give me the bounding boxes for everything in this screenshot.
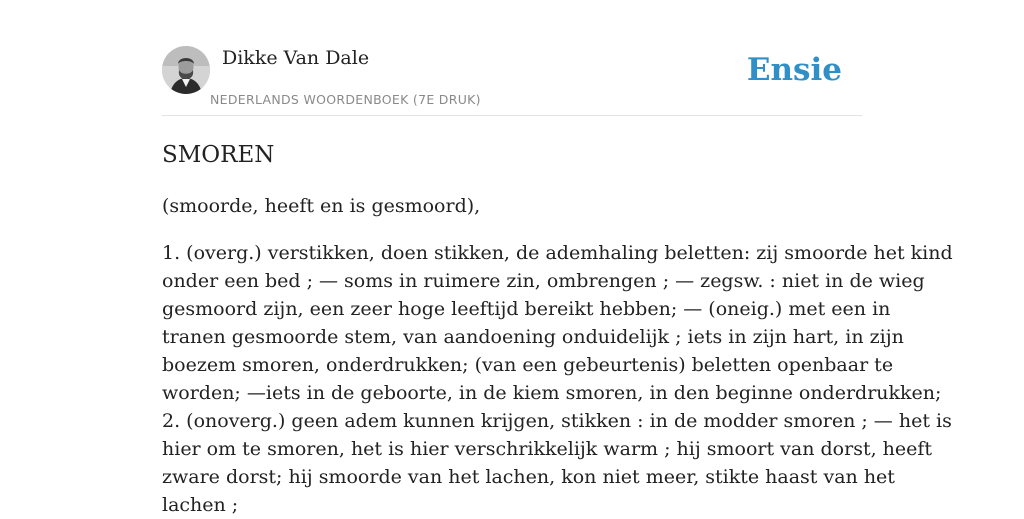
definition-line: lachen ; (162, 494, 239, 516)
definition-line: 2. (onoverg.) geen adem kunnen krijgen, stikken : in de modder smoren ; — het is (162, 410, 952, 432)
definition-line: zware dorst; hij smoorde van het lachen, kon niet meer, stikte haast van het (162, 466, 895, 488)
ensie-logo[interactable]: Ensie (746, 52, 842, 88)
author-name-link[interactable]: Dikke Van Dale (222, 47, 370, 69)
page-content (162, 0, 953, 516)
entry-headword: SMOREN (162, 142, 275, 168)
definition-line: worden; —iets in de geboorte, in de kiem smoren, in den beginne onderdrukken; (162, 382, 942, 404)
source-label: NEDERLANDS WOORDENBOEK (7E DRUK) (210, 92, 481, 107)
definition-line: 1. (overg.) verstikken, doen stikken, de ademhaling beletten: zij smoorde het kind (162, 242, 953, 264)
definition-line: boezem smoren, onderdrukken; (van een gebeurtenis) beletten openbaar te (162, 354, 894, 376)
entry-definition (162, 239, 953, 519)
entry-header (162, 0, 862, 116)
entry-grammar: (smoorde, heeft en is gesmoord), (162, 195, 481, 217)
definition-line: onder een bed ; — soms in ruimere zin, ombrengen ; — zegsw. : niet in de wieg (162, 270, 925, 292)
portrait-image (162, 46, 210, 94)
author-avatar[interactable] (162, 46, 210, 94)
definition-line: hier om te smoren, het is hier verschrikkelijk warm ; hij smoort van dorst, heeft (162, 438, 933, 460)
definition-line: gesmoord zijn, een zeer hoge leeftijd bereikt hebben; — (oneig.) met een in (162, 298, 891, 320)
definition-line: tranen gesmoorde stem, van aandoening onduidelijk ; iets in zijn hart, in zijn (162, 326, 904, 348)
